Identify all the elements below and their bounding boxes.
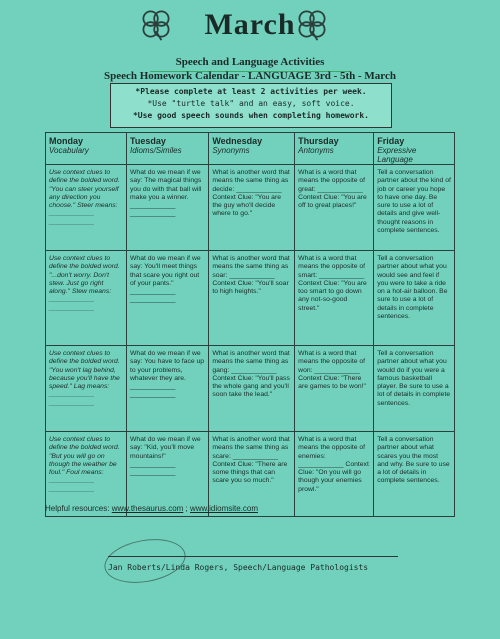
activity-cell: What is another word that means the same thing as decide: ____________ Context Clue: "You are the guy who'll decide where to go."	[209, 165, 295, 251]
day-name: Thursday	[298, 136, 339, 146]
activity-cell: What do we mean if we say: You have to face up to your problems, whatever they are. ____________ ____________	[127, 346, 209, 432]
activity-cell: What do we mean if we say: "Kid, you'll move mountains!" ____________ ____________	[127, 432, 209, 517]
signature-scribble	[101, 533, 189, 589]
day-category: Idioms/Similes	[130, 146, 182, 155]
day-category: Synonyms	[212, 146, 250, 155]
activity-cell: What is a word that means the opposite of great: ____________ Context Clue: "You are off to great places!"	[295, 165, 374, 251]
week-row	[46, 165, 455, 251]
week-row	[46, 251, 455, 346]
calendar-title: Speech Homework Calendar - LANGUAGE 3rd - 5th - March	[104, 70, 396, 82]
activity-cell: Use context clues to define the bolded word. "...don't worry. Don't stew. Just go right along." Stew means: ____________ ____________	[46, 251, 127, 346]
idiomsite-link[interactable]: www.idiomsite.com	[190, 504, 259, 513]
day-name: Wednesday	[212, 136, 263, 146]
instruction-line: *Use "turtle talk" and an easy, soft voice.	[147, 99, 355, 108]
instruction-line: *Use good speech sounds when completing homework.	[132, 111, 369, 120]
day-header	[46, 133, 127, 165]
activity-cell: Tell a conversation partner about what scares you the most and why. Be sure to use a lot of details in complete sentences.	[374, 432, 455, 517]
activity-cell: What do we mean if we say: The magical things you do with that ball will make you a winner. ____________ ____________	[127, 165, 209, 251]
day-name: Tuesday	[130, 136, 166, 146]
activity-cell: Tell a conversation partner about what you would do if you were a famous basketball player. Be sure to use a lot of details in complete sentences.	[374, 346, 455, 432]
activity-cell: What is a word that means the opposite of won: ____________ Context Clue: "There are games to be won!"	[295, 346, 374, 432]
link-separator: ;	[185, 504, 190, 513]
activity-cell: Tell a conversation partner about what you would see and feel if you were to take a ride on a hot-air balloon. Be sure to use a lot of details in complete sentences.	[374, 251, 455, 346]
activity-cell: What is another word that means the same thing as soar: ____________ Context Clue: "You'll soar to high heights."	[209, 251, 295, 346]
activity-cell: Use context clues to define the bolded word. "You won't lag behind, because you'll have the speed." Lag means: ____________ ____________	[46, 346, 127, 432]
thesaurus-link[interactable]: www.thesaurus.com	[111, 504, 184, 513]
day-name: Monday	[49, 136, 84, 146]
activity-cell: What is a word that means the opposite of enemies: ____________ Context Clue: "On you will go though your enemies prowl."	[295, 432, 374, 517]
day-header-row	[46, 133, 455, 165]
day-category: Antonyms	[298, 146, 334, 155]
activity-cell: What is another word that means the same thing as scare: ____________ Context Clue: "There are some things that can scare you so much."	[209, 432, 295, 517]
day-name: Friday	[377, 136, 405, 146]
instruction-line: *Please complete at least 2 activities per week.	[135, 87, 367, 96]
activity-cell: What do we mean if we say: You'll meet things that scare you right out of your pants." ____________ ____________	[127, 251, 209, 346]
day-category: Expressive Language	[377, 146, 417, 164]
day-category: Vocabulary	[49, 146, 89, 155]
page-title: March	[204, 8, 296, 41]
activity-cell: What is a word that means the opposite of smart: ____________ Context Clue: "You are too smart to go down any not-so-good street."	[295, 251, 374, 346]
page-subtitle: Speech and Language Activities	[175, 56, 325, 68]
instructions-box	[110, 83, 392, 128]
signature-line	[108, 556, 398, 557]
calendar-grid	[45, 132, 455, 517]
activity-cell: Tell a conversation partner about the kind of job or career you hope to have one day. Be sure to use a lot of details and give well-thought reasons in complete sentences.	[374, 165, 455, 251]
helpful-resources	[45, 504, 258, 513]
day-header	[374, 133, 455, 165]
signature-text: Jan Roberts/Linda Rogers, Speech/Language Pathologists	[108, 563, 369, 572]
activity-cell: Use context clues to define the bolded word. "But you will go on though the weather be foul." Foul means: ____________ ____________	[46, 432, 127, 517]
activity-cell: What is another word that means the same thing as gang: ____________ Context Clue: "You'll pass the whole gang and you'll soon take the lead."	[209, 346, 295, 432]
activity-cell: Use context clues to define the bolded word. "You can steer yourself any direction you choose." Steer means: ____________ ____________	[46, 165, 127, 251]
day-header	[295, 133, 374, 165]
day-header	[209, 133, 295, 165]
day-header	[127, 133, 209, 165]
resources-label: Helpful resources:	[45, 504, 110, 513]
week-row	[46, 346, 455, 432]
